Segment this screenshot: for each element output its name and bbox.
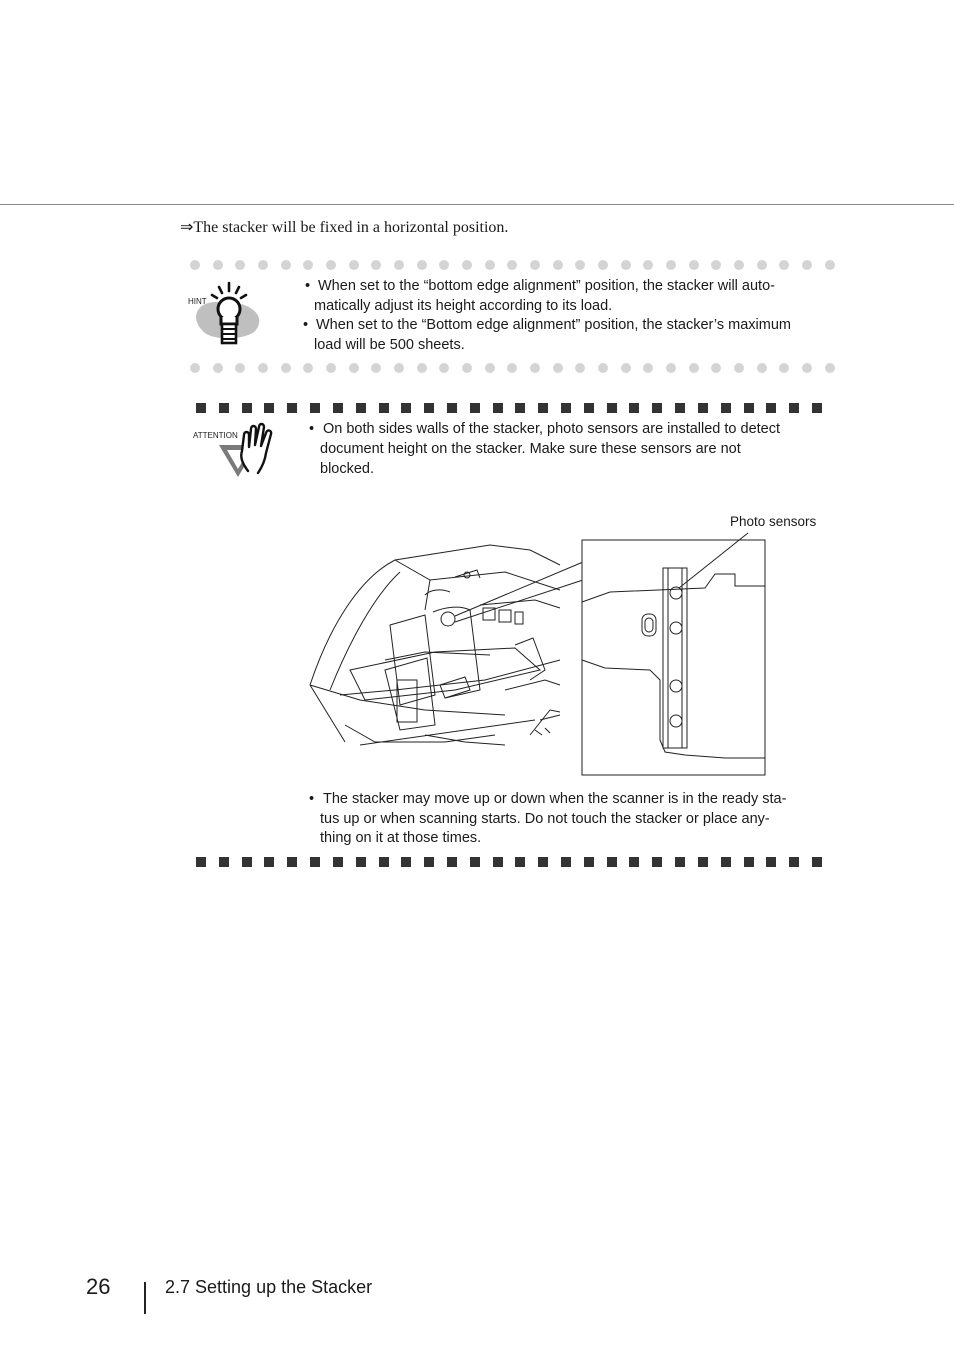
rule-dot [213,363,223,373]
attention-icon [192,421,282,481]
rule-dot [553,363,563,373]
rule-dot [394,260,404,270]
rule-square [401,857,411,867]
rule-dot [371,363,381,373]
rule-dot [598,260,608,270]
rule-square [629,857,639,867]
rule-square [675,403,685,413]
attention-bottom-square-rule [196,857,822,867]
rule-dot [825,260,835,270]
rule-dot [326,260,336,270]
rule-square [333,857,343,867]
rule-dot [190,363,200,373]
rule-square [470,403,480,413]
rule-dot [598,363,608,373]
rule-square [196,403,206,413]
attention-bullet-2-line-2: tus up or when scanning starts. Do not touch the stacker or place any- [320,810,770,827]
rule-dot [235,260,245,270]
rule-dot [258,260,268,270]
hint-icon [186,280,266,350]
rule-square [424,857,434,867]
rule-dot [439,260,449,270]
attention-bullet-1-line-3: blocked. [320,461,375,477]
rule-square [424,403,434,413]
attention-top-square-rule [196,403,822,413]
header-rule [0,204,954,205]
rule-square [310,403,320,413]
rule-dot [621,260,631,270]
rule-square [401,403,411,413]
hint-bottom-dotted-rule [190,363,835,373]
attention-bullet-2-line-3: thing on it at those times. [320,830,482,846]
bullet-dot: • [303,317,309,333]
rule-dot [462,260,472,270]
rule-dot [303,260,313,270]
rule-square [219,857,229,867]
rule-dot [326,363,336,373]
rule-dot [689,363,699,373]
rule-square [721,403,731,413]
attention-bullet-list-1 [309,420,839,480]
rule-square [629,403,639,413]
rule-dot [530,260,540,270]
rule-dot [507,363,517,373]
rule-square [515,857,525,867]
rule-dot [530,363,540,373]
rule-dot [462,363,472,373]
rule-dot [825,363,835,373]
rule-square [333,403,343,413]
attention-bullet-2 [309,790,839,850]
rule-square [789,857,799,867]
rule-dot [666,260,676,270]
rule-dot [666,363,676,373]
rule-square [493,857,503,867]
rule-dot [575,363,585,373]
rule-dot [349,260,359,270]
rule-square [698,857,708,867]
hint-top-dotted-rule [190,260,835,270]
rule-square [264,403,274,413]
rule-square [379,857,389,867]
rule-square [538,403,548,413]
rule-dot [485,363,495,373]
attention-hand-icon [192,421,282,481]
rule-dot [779,363,789,373]
rule-square [698,403,708,413]
rule-dot [258,363,268,373]
rule-dot [371,260,381,270]
hint-bullet-1-line-1: When set to the “bottom edge alignment” position, the stacker will auto- [318,278,775,294]
rule-dot [485,260,495,270]
rule-square [584,403,594,413]
rule-dot [643,363,653,373]
rule-square [812,403,822,413]
rule-square [766,403,776,413]
rule-dot [235,363,245,373]
rule-dot [417,363,427,373]
rule-square [447,857,457,867]
section-title: 2.7 Setting up the Stacker [165,1277,373,1297]
hint-bullet-2-line-1: When set to the “Bottom edge alignment” position, the stacker’s maximum [316,317,791,333]
rule-square [310,857,320,867]
rule-square [264,857,274,867]
rule-square [515,403,525,413]
rule-square [744,857,754,867]
hint-bullet-list [303,277,843,355]
rule-dot [417,260,427,270]
hint-bullet-2-line-2: load will be 500 sheets. [314,336,465,353]
rule-dot [281,363,291,373]
rule-dot [802,260,812,270]
rule-square [812,857,822,867]
rule-square [561,857,571,867]
lightbulb-icon [186,280,266,350]
hint-label: HINT [188,297,207,306]
rule-square [561,403,571,413]
bullet-dot: • [305,278,311,294]
rule-dot [394,363,404,373]
bullet-dot: • [309,421,315,437]
rule-dot [507,260,517,270]
rule-square [766,857,776,867]
rule-square [356,857,366,867]
rule-dot [643,260,653,270]
rule-dot [553,260,563,270]
intro-text: The stacker will be fixed in a horizontal position. [193,219,509,236]
footer-divider [144,1282,146,1314]
intro-line [180,217,508,237]
rule-dot [689,260,699,270]
rule-square [789,403,799,413]
rule-dot [575,260,585,270]
rule-dot [213,260,223,270]
scanner-illustration [305,530,775,780]
rule-square [744,403,754,413]
rule-square [652,857,662,867]
rule-square [675,857,685,867]
rule-square [356,403,366,413]
hint-bullet-2 [303,316,843,355]
page-number: 26 [86,1274,111,1299]
attention-label: ATTENTION [193,431,238,440]
rule-dot [802,363,812,373]
rule-dot [621,363,631,373]
bullet-dot: • [309,791,315,807]
rule-dot [439,363,449,373]
rule-dot [757,260,767,270]
rule-square [196,857,206,867]
rule-dot [303,363,313,373]
rule-square [287,857,297,867]
rule-square [607,857,617,867]
hint-bullet-1 [303,277,843,316]
rule-dot [734,260,744,270]
rule-square [242,403,252,413]
rule-square [379,403,389,413]
attention-bullet-list-2 [309,790,839,850]
rule-dot [711,363,721,373]
rule-square [721,857,731,867]
attention-bullet-1-line-1: On both sides walls of the stacker, photo sensors are installed to detect [323,421,781,437]
attention-bullet-1 [309,420,839,480]
rule-dot [349,363,359,373]
scanner-figure [305,530,775,780]
rule-square [493,403,503,413]
attention-bullet-1-line-2: document height on the stacker. Make sure these sensors are not [320,440,741,457]
arrow-icon: ⇒ [180,219,194,236]
rule-square [584,857,594,867]
hint-bullet-1-line-2: matically adjust its height according to its load. [314,297,613,314]
rule-dot [281,260,291,270]
rule-square [287,403,297,413]
rule-square [447,403,457,413]
rule-dot [734,363,744,373]
rule-square [538,857,548,867]
attention-bullet-2-line-1: The stacker may move up or down when the scanner is in the ready sta- [323,791,787,807]
rule-square [652,403,662,413]
figure-caption-photo-sensors: Photo sensors [730,514,817,529]
rule-square [607,403,617,413]
rule-dot [757,363,767,373]
rule-dot [779,260,789,270]
rule-square [470,857,480,867]
rule-dot [711,260,721,270]
rule-square [219,403,229,413]
rule-dot [190,260,200,270]
rule-square [242,857,252,867]
